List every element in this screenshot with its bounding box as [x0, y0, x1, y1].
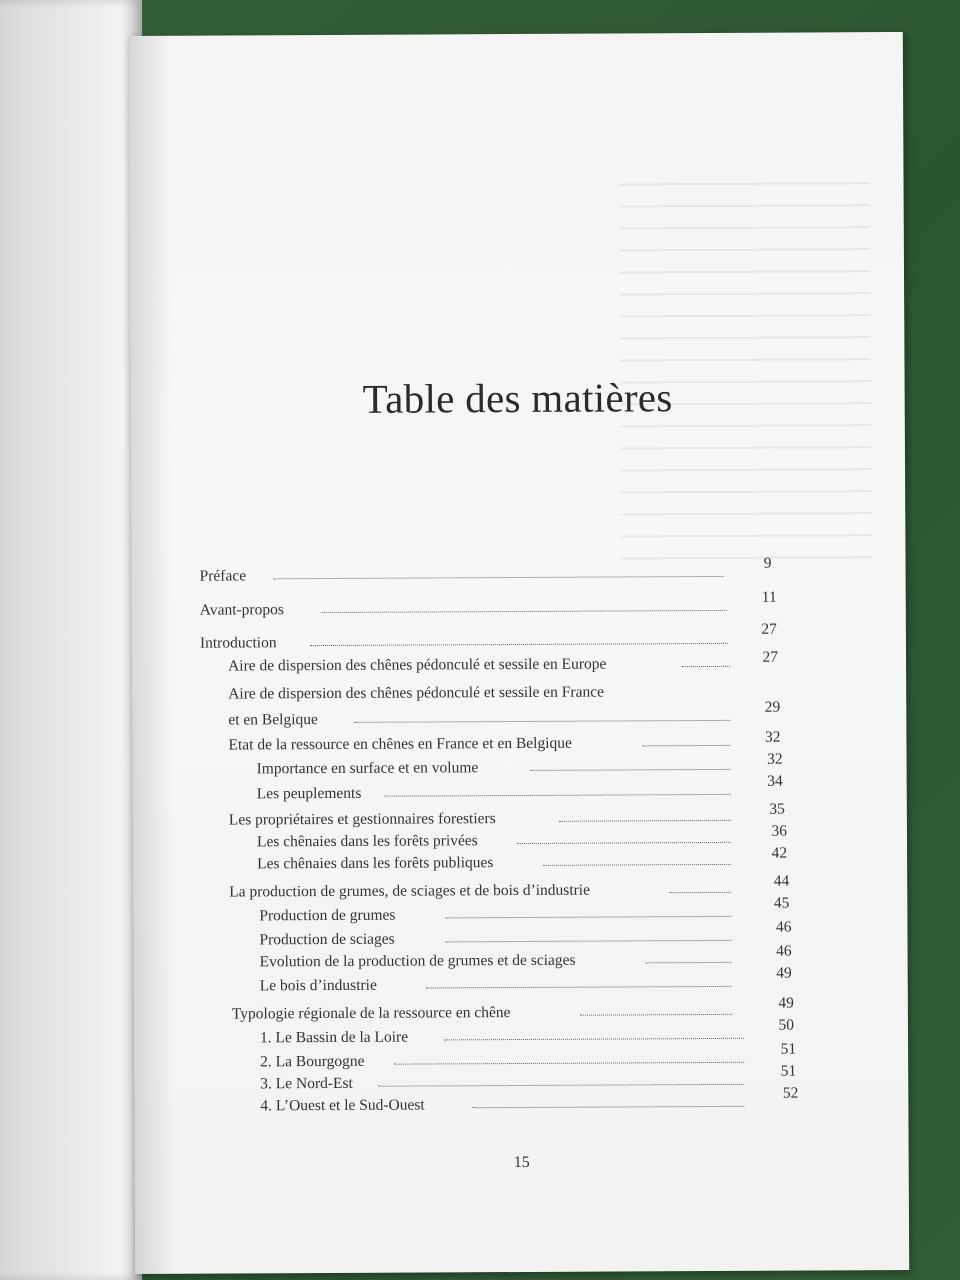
toc-leader-dots: [445, 916, 731, 918]
toc-entry-page: 9: [763, 554, 772, 572]
toc-entry-label: et en Belgique: [228, 711, 318, 729]
toc-entry-page: 51: [780, 1062, 797, 1080]
toc-entry-page: 51: [780, 1040, 797, 1058]
toc-leader-dots: [385, 794, 731, 797]
toc-leader-dots: [310, 643, 728, 646]
toc-entry-label: 4. L’Ouest et le Sud-Ouest: [260, 1096, 425, 1115]
toc-entry-page: 49: [778, 994, 794, 1012]
toc-leader-dots: [543, 864, 731, 866]
toc-leader-dots: [446, 940, 732, 942]
toc-leader-dots: [472, 1106, 744, 1108]
toc-leader-dots: [642, 745, 730, 746]
toc-entry-label: Importance en surface et en volume: [256, 759, 479, 778]
toc-entry-page: 27: [761, 620, 777, 638]
toc-entry-label: Evolution de la production de grumes et de sciages: [259, 951, 576, 971]
toc-entry-page: 52: [782, 1084, 799, 1102]
toc-entry-label: 2. La Bourgogne: [260, 1052, 365, 1071]
toc-entry-page: 45: [773, 894, 790, 912]
toc-entry-label: 1. Le Bassin de la Loire: [259, 1028, 409, 1047]
page-title: Table des matières: [362, 374, 673, 422]
toc-entry-label: Les propriétaires et gestionnaires forestiers: [228, 810, 496, 829]
toc-entry-page: 46: [775, 918, 792, 936]
page-number: 15: [513, 1153, 530, 1172]
toc-entry-page: 11: [761, 588, 777, 606]
toc-entry-label: Préface: [199, 567, 247, 585]
toc-leader-dots: [426, 986, 732, 989]
toc-leader-dots: [580, 1014, 732, 1016]
toc-entry-page: 27: [762, 648, 779, 666]
toc-entry-page: 42: [771, 844, 788, 862]
toc-entry-label: Typologie régionale de la ressource en chêne: [231, 1004, 511, 1023]
toc-entry-page: 34: [767, 772, 783, 790]
toc-entry-page: 49: [776, 964, 792, 982]
toc-entry-label: Aire de dispersion des chênes pédonculé et sessile en France: [228, 683, 605, 703]
toc-entry-label: Production de grumes: [259, 906, 396, 925]
toc-entry-page: 32: [764, 728, 781, 746]
toc-entry-page: 50: [778, 1016, 794, 1034]
toc-leader-dots: [274, 576, 724, 579]
toc-entry-label: Production de sciages: [259, 930, 395, 949]
toc-entry-label: Aire de dispersion des chênes pédonculé et sessile en Europe: [228, 655, 607, 675]
toc-leader-dots: [394, 1062, 744, 1065]
toc-leader-dots: [559, 820, 731, 822]
book-page: [129, 32, 909, 1274]
toc-entry-label: Les chênaies dans les forêts publiques: [257, 854, 494, 873]
toc-leader-dots: [444, 1038, 744, 1041]
toc-leader-dots: [669, 892, 731, 893]
toc-entry-label: Avant-propos: [199, 601, 284, 619]
toc-leader-dots: [531, 769, 731, 771]
toc-leader-dots: [646, 962, 732, 963]
toc-entry-page: 32: [767, 750, 783, 768]
toc-entry-page: 44: [773, 872, 790, 890]
toc-leader-dots: [322, 610, 727, 613]
toc-entry-label: Les chênaies dans les forêts privées: [256, 832, 478, 851]
toc-leader-dots: [682, 666, 730, 667]
table-of-contents: [129, 32, 909, 1274]
toc-entry-label: La production de grumes, de sciages et de bois d’industrie: [229, 881, 591, 901]
toc-entry-label: 3. Le Nord-Est: [260, 1074, 353, 1093]
toc-entry-label: Etat de la ressource en chênes en France et en Belgique: [228, 734, 572, 754]
toc-entry-page: 36: [771, 822, 787, 840]
toc-leader-dots: [517, 842, 731, 844]
toc-entry-label: Introduction: [199, 634, 277, 652]
toc-entry-page: 29: [764, 698, 781, 716]
toc-entry-label: Les peuplements: [256, 784, 362, 803]
toc-leader-dots: [354, 720, 730, 723]
toc-entry-page: 35: [769, 800, 785, 818]
toc-leader-dots: [378, 1084, 744, 1087]
toc-entry-page: 46: [776, 942, 792, 960]
facing-page-edge: [0, 0, 142, 1280]
toc-entry-label: Le bois d’industrie: [259, 976, 377, 995]
